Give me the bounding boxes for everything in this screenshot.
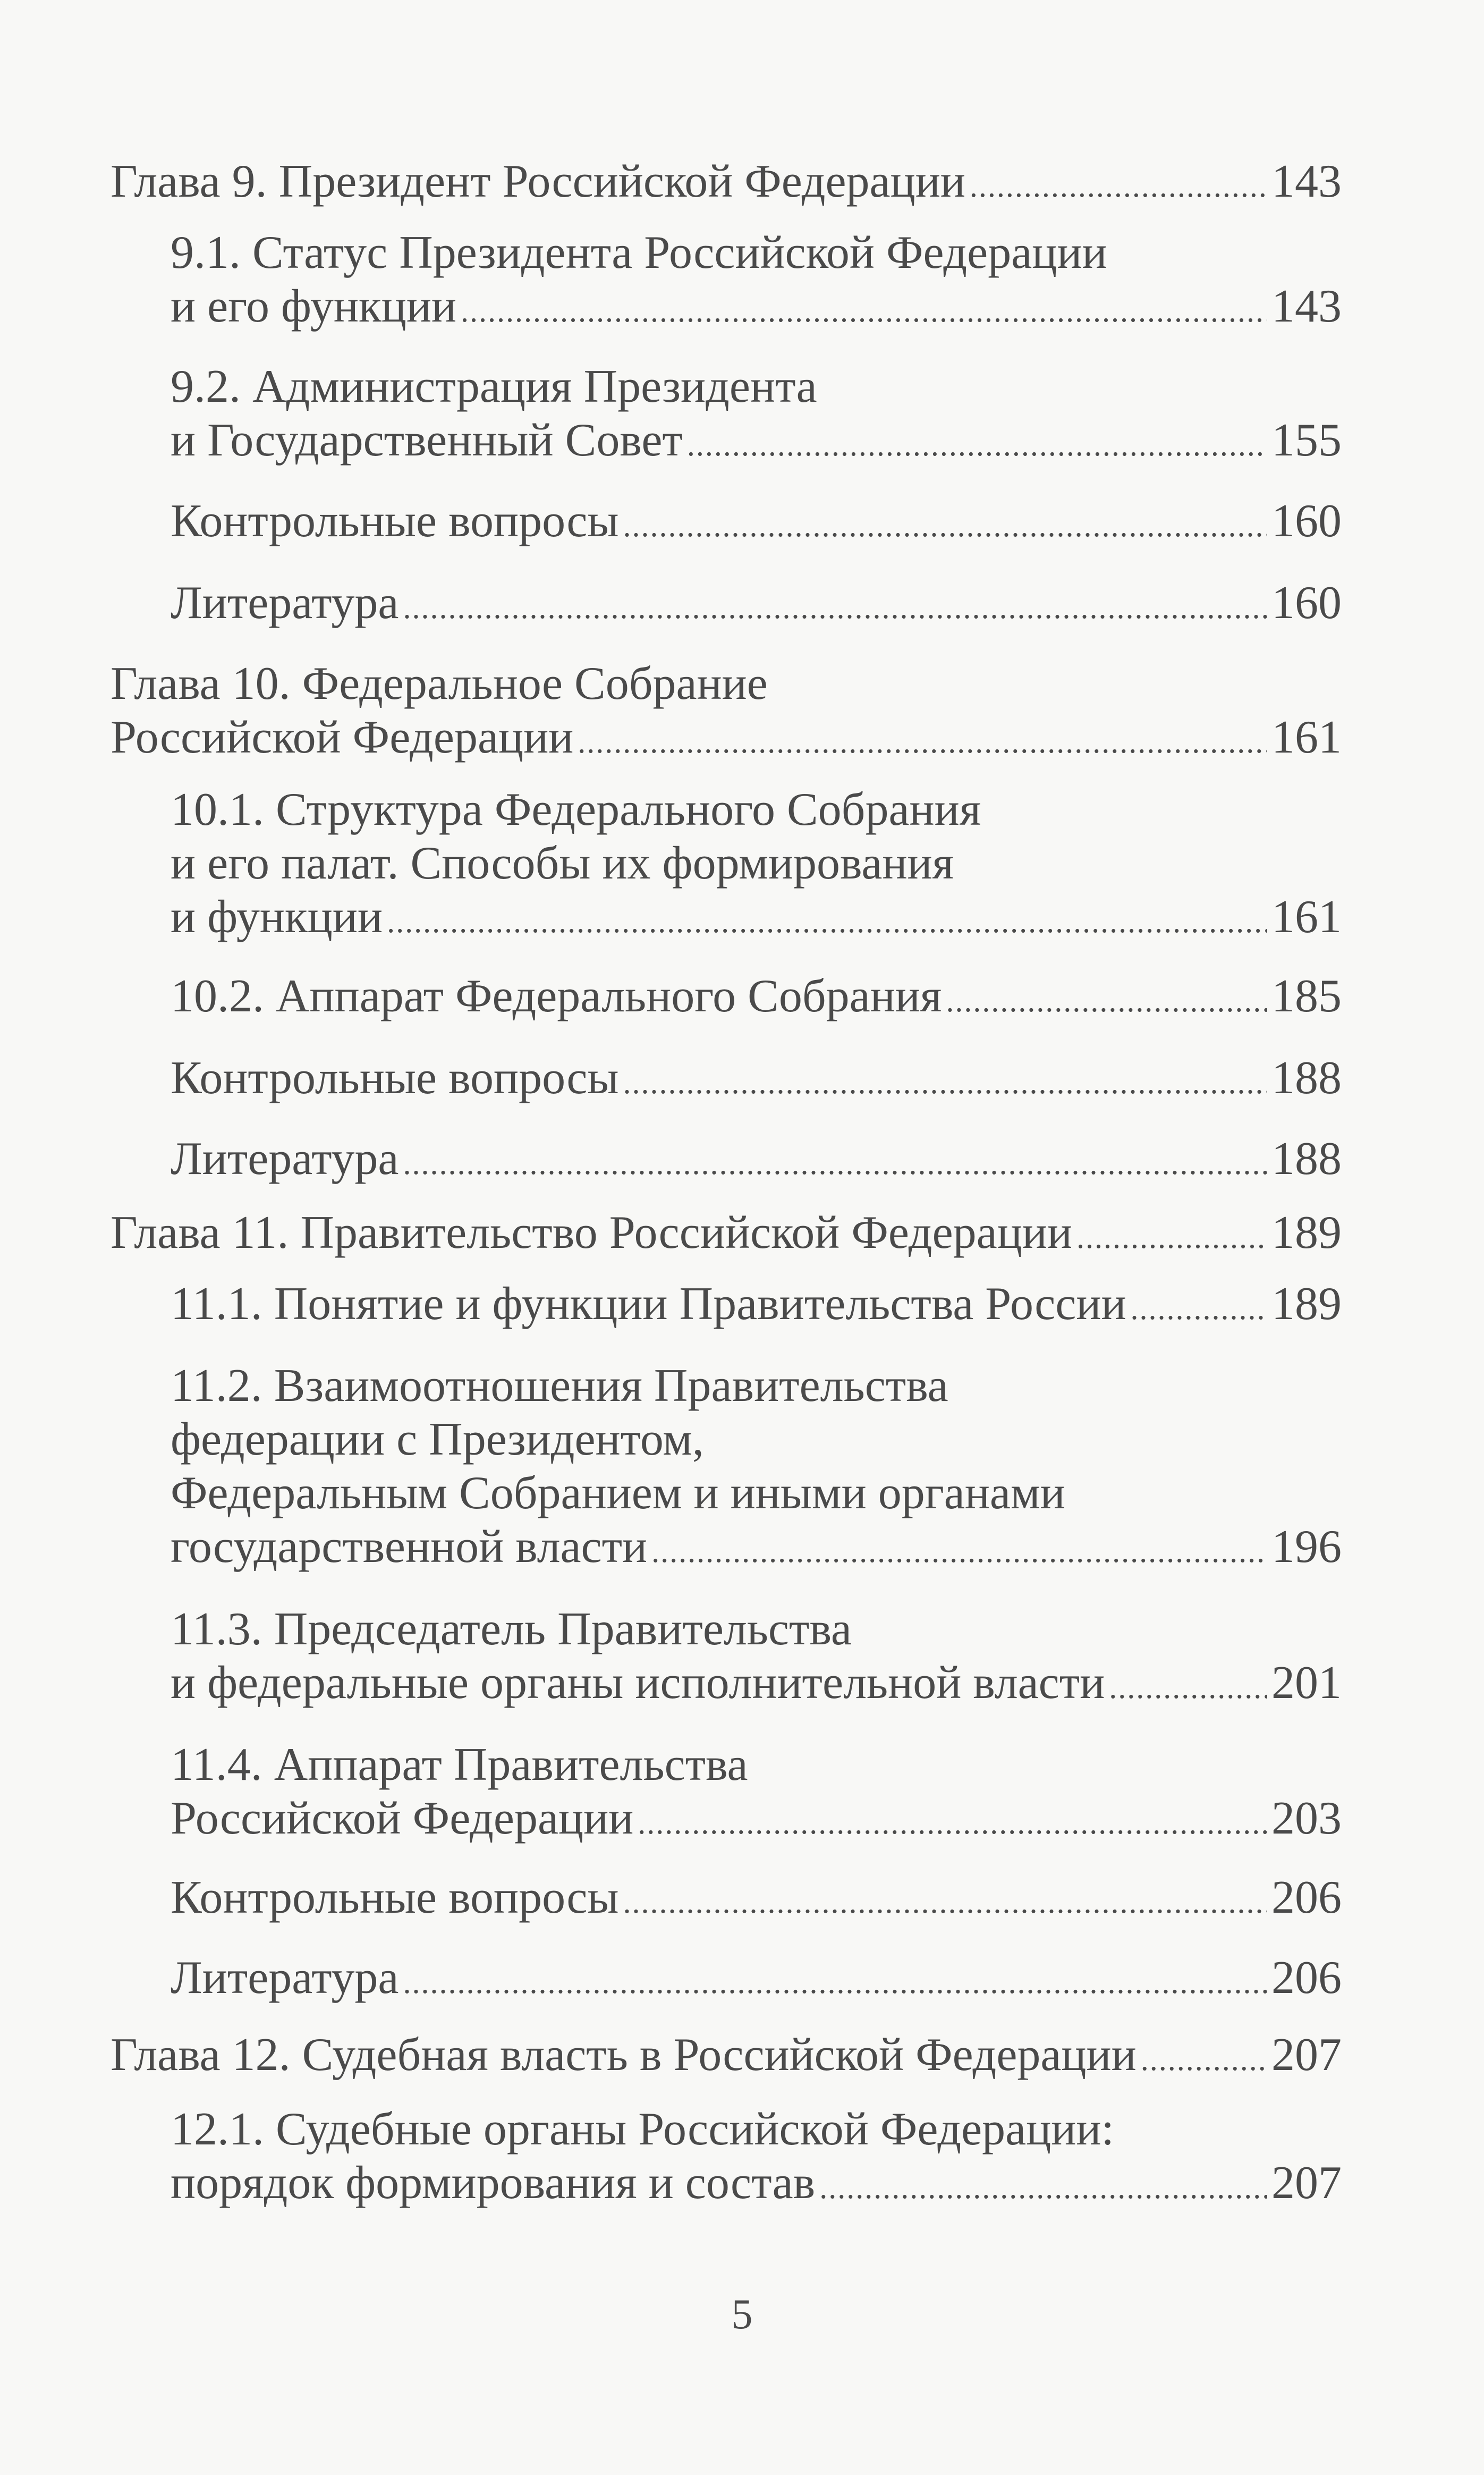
dot-leader [403, 1137, 1267, 1190]
toc-section-entry [171, 1359, 1342, 1578]
dot-leader [461, 284, 1267, 338]
toc-line [171, 837, 1342, 890]
toc-title-text: 9.1. Статус Президента Российской Федерации [171, 227, 1107, 278]
toc-section-entry [171, 2102, 1342, 2215]
toc-title-text: Литература [171, 1133, 399, 1185]
toc-line [111, 657, 1342, 711]
toc-title-text: 11.4. Аппарат Правительства [171, 1739, 748, 1790]
toc-line [171, 1466, 1342, 1520]
toc-title-text: порядок формирования и состав [171, 2157, 816, 2209]
toc-title-text: 9.2. Администрация Президента [171, 361, 817, 412]
toc-title-text: федерации с Президентом, [171, 1414, 704, 1465]
dot-leader [970, 159, 1267, 213]
toc-title-text: 11.2. Взаимоотношения Правительства [171, 1360, 948, 1412]
toc-section-entry [171, 360, 1342, 472]
toc-page-number: 201 [1271, 1657, 1342, 1709]
toc-page-number: 206 [1271, 1952, 1342, 2004]
dot-leader [387, 895, 1267, 949]
toc-line [171, 1132, 1342, 1190]
toc-line [171, 1520, 1342, 1578]
toc-title-text: Глава 12. Судебная власть в Российской Федерации [111, 2029, 1137, 2081]
toc-line [171, 280, 1342, 338]
toc-line [171, 576, 1342, 635]
toc-line [111, 2028, 1342, 2087]
toc-page-number: 207 [1271, 2029, 1342, 2081]
toc-line [111, 155, 1342, 213]
toc-title-text: 10.1. Структура Федерального Собрания [171, 784, 981, 835]
dot-leader [1076, 1211, 1267, 1264]
page-number: 5 [731, 2291, 753, 2338]
toc-title-text: и функции [171, 891, 383, 943]
toc-line [171, 1359, 1342, 1413]
toc-title-text: Контрольные вопросы [171, 1872, 619, 1923]
toc-line [171, 1738, 1342, 1792]
toc-chapter-entry [111, 2028, 1342, 2087]
toc-title-text: Контрольные вопросы [171, 1052, 619, 1104]
toc-line [171, 413, 1342, 472]
toc-title-text: Федеральным Собранием и иными органами [171, 1467, 1065, 1519]
toc-section-entry [171, 1738, 1342, 1850]
toc-section-entry [171, 1277, 1342, 1336]
toc-line [171, 969, 1342, 1028]
toc-title-text: Литература [171, 1952, 399, 2004]
toc-line [171, 1413, 1342, 1466]
dot-leader [651, 1525, 1267, 1578]
toc-page-number: 160 [1271, 577, 1342, 629]
dot-leader [819, 2161, 1267, 2215]
toc-line [171, 494, 1342, 553]
toc-title-text: 10.2. Аппарат Федерального Собрания [171, 970, 942, 1022]
toc-line [171, 360, 1342, 413]
dot-leader [946, 974, 1267, 1028]
toc-section-entry [171, 1871, 1342, 1929]
toc-page-number: 161 [1271, 891, 1342, 943]
toc-page-number: 207 [1271, 2157, 1342, 2209]
toc-line [171, 2156, 1342, 2215]
toc-title-text: 11.1. Понятие и функции Правительства России [171, 1278, 1126, 1330]
toc-title-text: Глава 10. Федеральное Собрание [111, 658, 768, 709]
toc-title-text: 11.3. Председатель Правительства [171, 1603, 852, 1655]
toc-page-number: 188 [1271, 1052, 1342, 1104]
toc-line [171, 226, 1342, 280]
dot-leader [1131, 1282, 1267, 1336]
dot-leader [403, 1956, 1267, 2009]
toc-page-number: 203 [1271, 1793, 1342, 1844]
toc-page-number: 160 [1271, 495, 1342, 547]
toc-title-text: и его функции [171, 281, 457, 332]
toc-page-number: 143 [1271, 156, 1342, 207]
toc-section-entry [171, 1051, 1342, 1110]
dot-leader [623, 1876, 1267, 1929]
toc-chapter-entry [111, 657, 1342, 769]
toc-chapter-entry [111, 1206, 1342, 1264]
toc-line [171, 1792, 1342, 1850]
toc-page-number: 155 [1271, 415, 1342, 466]
toc-section-entry [171, 969, 1342, 1028]
toc-line [111, 1206, 1342, 1264]
dot-leader [1141, 2033, 1267, 2087]
toc-line [171, 1602, 1342, 1656]
toc-title-text: государственной власти [171, 1521, 648, 1573]
toc-title-text: Глава 9. Президент Российской Федерации [111, 156, 965, 207]
toc-title-text: Российской Федерации [171, 1793, 634, 1844]
toc-section-entry [171, 576, 1342, 635]
toc-line [171, 1951, 1342, 2009]
toc-section-entry [171, 1951, 1342, 2009]
dot-leader [638, 1796, 1267, 1850]
dot-leader [623, 1056, 1267, 1110]
toc-page-number: 196 [1271, 1521, 1342, 1573]
toc-page-number: 188 [1271, 1133, 1342, 1185]
toc-line [171, 783, 1342, 837]
toc-line [171, 2102, 1342, 2156]
toc-title-text: Контрольные вопросы [171, 495, 619, 547]
toc-line [171, 1656, 1342, 1714]
toc-chapter-entry [111, 155, 1342, 213]
toc-page-number: 189 [1271, 1278, 1342, 1330]
toc-title-text: и его палат. Способы их формирования [171, 838, 954, 889]
toc-section-entry [171, 1602, 1342, 1714]
toc-line [171, 1871, 1342, 1929]
toc-line [171, 1051, 1342, 1110]
toc-line [171, 890, 1342, 949]
toc-section-entry [171, 226, 1342, 338]
dot-leader [687, 418, 1267, 472]
dot-leader [623, 499, 1267, 553]
toc-section-entry [171, 494, 1342, 553]
toc-line [171, 1277, 1342, 1336]
toc-title-text: и федеральные органы исполнительной власти [171, 1657, 1105, 1709]
toc-page-number: 189 [1271, 1207, 1342, 1258]
toc-page-number: 206 [1271, 1872, 1342, 1923]
dot-leader [403, 581, 1267, 635]
toc-section-entry [171, 1132, 1342, 1190]
toc-title-text: и Государственный Совет [171, 415, 683, 466]
toc-page-number: 143 [1271, 281, 1342, 332]
toc-page-number: 161 [1271, 712, 1342, 763]
toc-title-text: Литература [171, 577, 399, 629]
toc-title-text: Российской Федерации [111, 712, 574, 763]
dot-leader [578, 715, 1267, 769]
toc-section-entry [171, 783, 1342, 949]
dot-leader [1109, 1661, 1267, 1714]
toc-line [111, 711, 1342, 769]
toc-title-text: Глава 11. Правительство Российской Федерации [111, 1207, 1072, 1258]
toc-title-text: 12.1. Судебные органы Российской Федерации: [171, 2104, 1114, 2155]
toc-page-number: 185 [1271, 970, 1342, 1022]
